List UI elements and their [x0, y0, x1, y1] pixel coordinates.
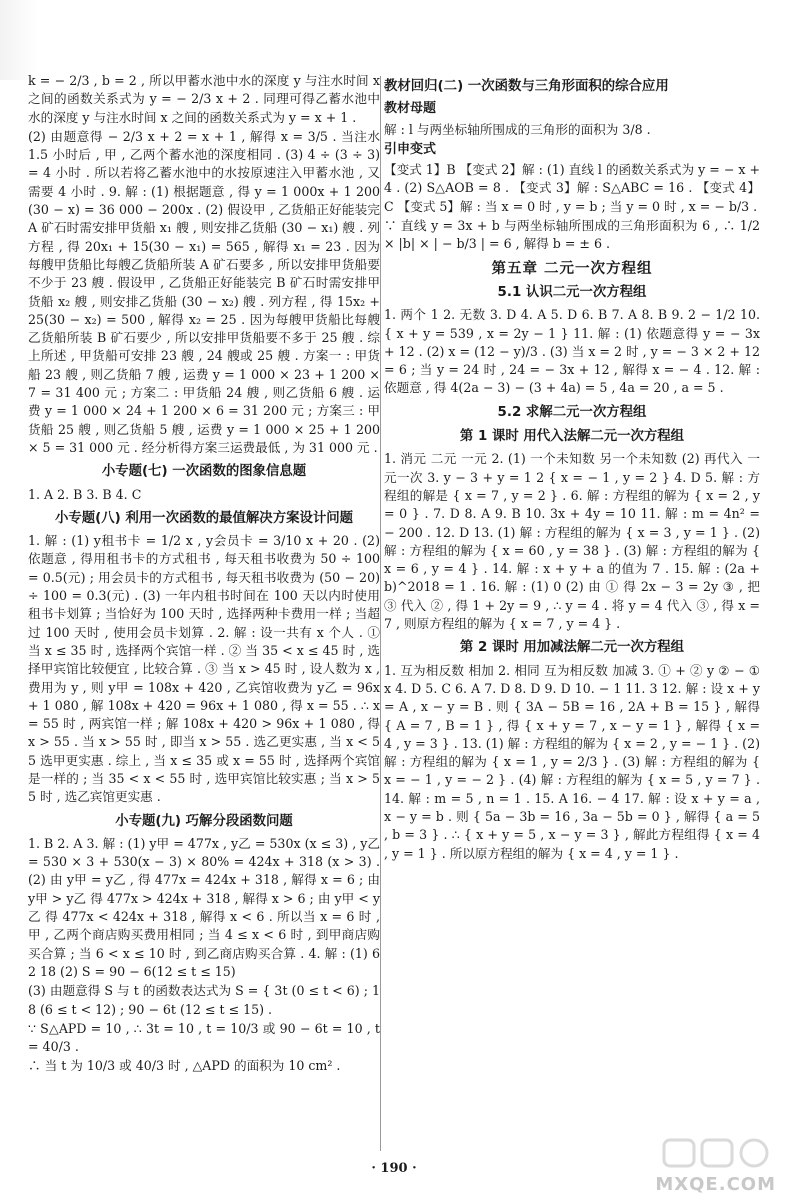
paragraph: 1. 解 : (1) y租书卡 = 1/2 x , y会员卡 = 3/10 x + 20 . (2) 依题意 , 得用租书卡的方式租书 , 每天租书收费为 50 ÷ 100 = 0.5(元) ; 用会员卡的方式租书 , 每天租书收费为 (50 − 20) ÷ 100 = 0.3(元) . (3) 一年内租书时间在 100 天以内时使用租书卡划算 ; 当恰好为 100 天时 , 选择两种卡费用一样 ; 当超过 100 天时 , 使用会员卡划算 . 2. 解 : 设一共有 x 个人 . ① 当 x ≤ 35 时 , 选择两个宾馆一样 . ② 当 35 < x ≤ 45 时 , 选择甲宾馆比较便宜 , 比较合算 . ③ 当 x > 45 时 , 设人数为 x , 费用为 y , 则 y甲 = 108x + 420 , 乙宾馆收费为 y乙 = 96x + 1 080 , 解 108x + 420 = 96x + 1 080 , 得 x = 55 . ∴ x = 55 时 , 两宾馆一样 ; 解 108x + 420 > 96x + 1 080 , 得 x > 55 . 当 x > 55 时 , 即当 x > 55 . 选乙更实惠 , 当 x < 55 选甲更实惠 . 综上 , 当 x ≤ 35 或 x = 55 时 , 选择两个宾馆是一样的 ; 当 35 < x < 55 时 , 选甲宾馆比较实惠 ; 当 x > 55 时 , 选乙宾馆更实惠 .: [28, 533, 380, 805]
paragraph: 1. B 2. A 3. 解 : (1) y甲 = 477x , y乙 = 530x (x ≤ 3) , y乙 = 530 × 3 + 530(x − 3) × 80% = 424x + 318 (x > 3) . (2) 由 y甲 = y乙 , 得 477x = 424x + 318 , 解得 x = 6 ; 由 y甲 > y乙 得 477x > 424x + 318 , 解得 x > 6 ; 由 y甲 < y乙 得 477x < 424x + 318 , 解得 x < 6 . 所以当 x = 6 时 , 甲 , 乙两个商店购买费用相同 ; 当 4 ≤ x < 6 时 , 到甲商店购买合算 ; 当 6 < x ≤ 10 时 , 到乙商店购买合算 . 4. 解 : (1) 6 2 18 (2) S = 90 − 6(12 ≤ t ≤ 15): [28, 835, 380, 979]
section-title: 小专题(七) 一次函数的图象信息题: [101, 464, 307, 480]
paragraph: (2) 由题意得 − 2/3 x + 2 = x + 1 , 解得 x = 3/5 . 当注水 1.5 小时后 , 甲 , 乙两个蓄水池的深度相同 . (3) 4 ÷ (3 ÷ 3) = 4 小时 . 所以若将乙蓄水池中的水按原速注入甲蓄水池 , 又需要 4 小时 . 9. 解 : (1) 根据题意 , 得 y = 1 000x + 1 200(30 − x) = 36 000 − 200x . (2) 假设甲 , 乙货船正好能装完 A 矿石时需安排甲货船 x₁ 艘 , 则安排乙货船 (30 − x₁) 艘 . 列方程 , 得 20x₁ + 15(30 − x₁) = 565 , 解得 x₁ = 23 . 因为每艘甲货船比每艘乙货船所装 A 矿石要多 , 所以安排甲货船要不少于 23 艘 . 假设甲 , 乙货船正好能装完 B 矿石时需安排甲货船 x₂ 艘 , 则安排乙货船 (30 − x₂) 艘 . 列方程 , 得 15x₂ + 25(30 − x₂) = 500 , 解得 x₂ = 25 . 因为每艘甲货船比每艘乙货船所装 B 矿石要少 , 所以安排甲货船要不多于 25 艘 . 综上所述 , 甲货船可安排 23 艘 , 24 艘或 25 艘 . 方案一 : 甲货船 23 艘 , 则乙货船 7 艘 , 运费 y = 1 000 × 23 + 1 200 × 7 = 31 400 元 ; 方案二 : 甲货船 24 艘 , 则乙货船 6 艘 . 运费 y = 1 000 × 24 + 1 200 × 6 = 31 200 元 ; 方案三 : 甲货船 25 艘 , 则乙货船 5 艘 , 运费 y = 1 000 × 25 + 1 200 × 5 = 31 000 元 . 经分析得方案三运费最低 , 为 31 000 元 .: [28, 128, 380, 455]
paragraph: 1. 两个 1 2. 无数 3. D 4. A 5. D 6. B 7. A 8. B 9. 2 − 1/2 10. { x + y = 539 , x = 2y − 1 } 11. 解 : (1) 依题意得 y = − 3x + 12 . (2) x = (12 − y)/3 . (3) 当 x = 2 时 , y = − 3 × 2 + 12 = 6 ; 当 y = 24 时 , 24 = − 3x + 12 , 解得 x = − 4 . 12. 解 : 依题意 , 得 4(2a − 3) − (3 + 4a) = 5 , 4a = 20 , a = 5 .: [384, 307, 760, 396]
section-title: 5.1 认识二元一次方程组: [497, 284, 647, 300]
paragraph: (3) 由题意得 S 与 t 的函数表达式为 S = { 3t (0 ≤ t < 6) ; 18 (6 ≤ t < 12) ; 90 − 6t (12 ≤ t ≤ 15) .: [28, 983, 380, 1017]
paragraph: 1. A 2. B 3. B 4. C: [28, 486, 142, 502]
page-edge-shadow: [0, 0, 38, 80]
section-title: 第 1 课时 用代入法解二元一次方程组: [459, 429, 685, 445]
section-title: 教材回归(二) 一次函数与三角形面积的综合应用: [384, 79, 669, 94]
paragraph: ∵ 直线 y = 3x + b 与两坐标轴所围成的三角形面积为 6 , ∴ 1/2 × |b| × | − b/3 | = 6 , 解得 b = ± 6 .: [384, 218, 760, 252]
column-divider: [380, 76, 381, 1151]
paragraph: ∵ S△APD = 10 , ∴ 3t = 10 , t = 10/3 或 90 − 6t = 10 , t = 40/3 .: [28, 1020, 380, 1055]
paragraph: 1. 消元 二元 一元 2. (1) 一个未知数 另一个未知数 (2) 再代入 一元一次 3. y − 3 + y = 1 2 { x = − 1 , y = 2 } 4. D 5. 解 : 方程组的解是 { x = 7 , y = 2 } . 6. 解 : 方程组的解为 { x = 2 , y = 0 } . 7. D 8. A 9. B 10. 3x + 4y = 10 11. 解 : m = 4n² = − 200 . 12. D 13. (1) 解 : 方程组的解为 { x = 3 , y = 1 } . (2) 解 : 方程组的解为 { x = 60 , y = 38 } . (3) 解 : 方程组的解为 { x = 6 , y = 4 } . 14. 解 : x + y + a 的值为 7 . 15. 解 : (2a + b)^2018 = 1 . 16. 解 : (1) 0 (2) 由 ① 得 2x − 3 = 2y ③ , 把 ③ 代入 ② , 得 1 + 2y = 9 , ∴ y = 4 . 将 y = 4 代入 ③ , 得 x = 7 , 则原方程组的解为 { x = 7 , y = 4 } .: [384, 451, 760, 632]
subsection-label: 教材母题: [384, 101, 437, 117]
paragraph: 1. 互为相反数 相加 2. 相同 互为相反数 加减 3. ① + ② y ② − ① x 4. D 5. C 6. A 7. D 8. D 9. D 10. − 1 11. 3 12. 解 : 设 x + y = A , x − y = B . 则 { 3A − 5B = 16 , 2A + B = 15 } , 解得 { A = 7 , B = 1 } , 得 { x + y = 7 , x − y = 1 } , 解得 { x = 4 , y = 3 } . 13. (1) 解 : 方程组的解为 { x = 2 , y = − 1 } . (2) 解 : 方程组的解为 { x = 1 , y = 2/3 } . (3) 解 : 方程组的解为 { x = − 1 , y = − 2 } . (4) 解 : 方程组的解为 { x = 5 , y = 7 } . 14. 解 : m = 5 , n = 1 . 15. A 16. − 4 17. 解 : 设 x + y = a , x − y = b . 则 { 5a − 3b = 16 , 3a − 5b = 0 } , 解得 { a = 5 , b = 3 } . ∴ { x + y = 5 , x − y = 3 } , 解此方程组得 { x = 4 , y = 1 } . 所以原方程组的解为 { x = 4 , y = 1 } .: [384, 662, 760, 861]
section-title: 第 2 课时 用加减法解二元一次方程组: [459, 640, 685, 656]
paragraph: k = − 2/3 , b = 2 , 所以甲蓄水池中水的深度 y 与注水时间 x 之间的函数关系式为 y = − 2/3 x + 2 . 同理可得乙蓄水池中水的深度 y 与注水时间 x 之间的函数关系式为 y = x + 1 .: [28, 73, 380, 125]
chapter-title: 第五章 二元一次方程组: [491, 260, 653, 277]
left-column: [28, 72, 380, 1077]
page-number: · 190 ·: [371, 1161, 417, 1176]
section-title: 5.2 求解二元一次方程组: [497, 404, 647, 420]
paragraph: ∴ 当 t 为 10/3 或 40/3 时 , △APD 的面积为 10 cm² .: [28, 1058, 341, 1074]
paragraph: 解 : l 与两坐标轴所围成的三角形的面积为 3/8 .: [384, 121, 651, 137]
paragraph: 【变式 1】B 【变式 2】解 : (1) 直线 l 的函数关系式为 y = − x + 4 . (2) S△AOB = 8 . 【变式 3】解 : S△ABC = 16 . 【变式 4】C 【变式 5】解 : 当 x = 0 时 , y = b ; 当 y = 0 时 , x = − b/3 .: [384, 162, 760, 214]
right-column: [384, 72, 760, 864]
section-title: 小专题(八) 利用一次函数的最值解决方案设计问题: [54, 510, 354, 526]
subsection-label: 引申变式: [384, 141, 437, 157]
section-title: 小专题(九) 巧解分段函数问题: [115, 813, 293, 829]
watermark-text: MXQE.COM: [655, 1173, 776, 1195]
